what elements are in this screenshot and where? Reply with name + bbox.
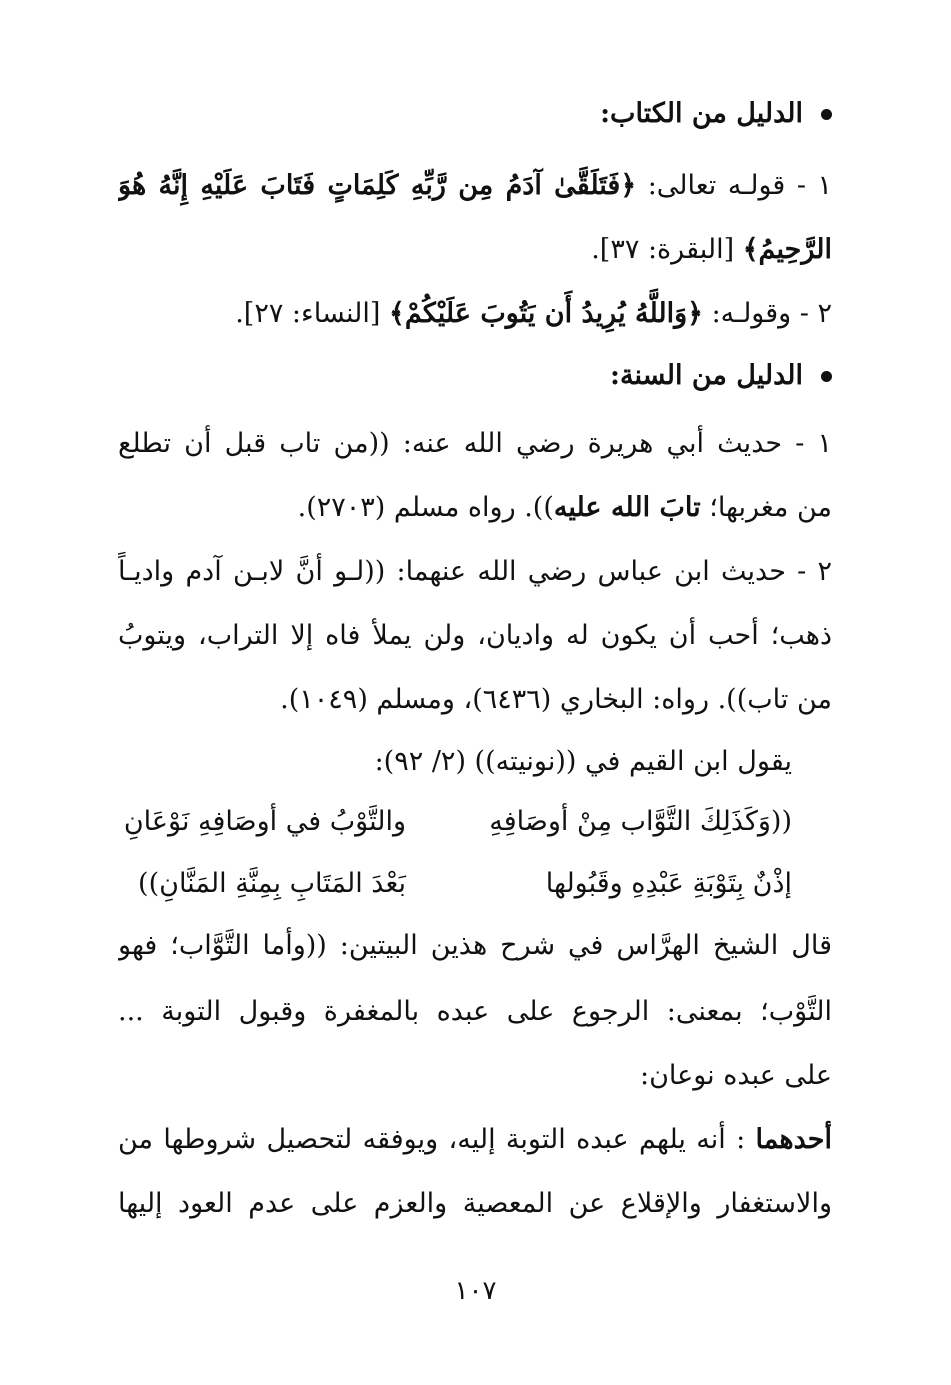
poem-verse-2 (118, 862, 832, 906)
poem-verse-1 (118, 800, 832, 844)
first-type-line-1: أحدهما : أنه يلهم عبده التوبة إليه، ويوفقه لتحصيل شروطها من (118, 1124, 832, 1155)
quran-reference: [النساء: ٢٧]. (235, 298, 390, 329)
poem-verse-1-first-half: ((وَكَذَلِكَ التَّوَّاب مِنْ أوصَافِهِ (489, 806, 792, 837)
hadith-2-line-2: ذهب؛ أحب أن يكون له واديان، ولن يملأ فاه إلا التراب، ويتوبُ (118, 620, 832, 651)
harras-line-1: قال الشيخ الهرَّاس في شرح هذين البيتين: ((وأما التَّوَّاب؛ فهو (118, 930, 832, 961)
first-type-line-2: والاستغفار والإقلاع عن المعصية والعزم على عدم العود إليها (118, 1188, 832, 1219)
quran-verse-text: الرَّحِيمُ﴾ (742, 234, 832, 265)
quran-verse-2: ٢ - وقولـه: ﴿وَاللَّهُ يُرِيدُ أَن يَتُوبَ عَلَيْكُمْ﴾ [النساء: ٢٧]. (235, 298, 832, 329)
hadith-1-line-1: ١ - حديث أبي هريرة رضي الله عنه: ((من تاب قبل أن تطلع (118, 428, 832, 459)
harras-line-2: التَّوْب؛ بمعنى: الرجوع على عبده بالمغفرة وقبول التوبة ... (118, 996, 832, 1027)
quran-verse-text: ﴿فَتَلَقَّىٰ آدَمُ مِن رَّبِّهِ كَلِمَاتٍ فَتَابَ عَلَيْهِ إِنَّهُ هُوَ (118, 170, 637, 201)
poem-verse-1-second-half: والتَّوْبُ في أوصَافِهِ نَوْعَانِ (123, 806, 406, 837)
harras-line-3: على عبده نوعان: (639, 1060, 832, 1091)
sunnah-evidence-heading: الدليل من السنة: (118, 354, 832, 398)
ibn-qayyim-intro: يقول ابن القيم في ((نونيته)) (٢/ ٩٢): (374, 746, 792, 777)
first-type-label: أحدهما (755, 1124, 832, 1155)
quran-reference: [البقرة: ٣٧]. (591, 234, 743, 265)
bullet-icon (821, 109, 832, 120)
poem-verse-2-first-half: إذْنٌ بِتَوْبَةِ عَبْدِهِ وقَبُولها (545, 868, 792, 899)
poem-verse-2-second-half: بَعْدَ المَتَابِ بِمِنَّةِ المَنَّانِ)) (138, 868, 406, 899)
quran-verse-text: ﴿وَاللَّهُ يُرِيدُ أَن يَتُوبَ عَلَيْكُمْ﴾ (389, 298, 703, 329)
hadith-1-line-2: من مغربها؛ تابَ الله عليه)). رواه مسلم (٢٧٠٣). (297, 492, 832, 523)
quran-verse-1-line-1: ١ - قولـه تعالى: ﴿فَتَلَقَّىٰ آدَمُ مِن رَّبِّهِ كَلِمَاتٍ فَتَابَ عَلَيْهِ إِنَّهُ هُوَ (118, 164, 832, 208)
quran-verse-1-line-2 (118, 228, 832, 272)
bullet-icon (821, 371, 832, 382)
hadith-2-line-3: من تاب)). رواه: البخاري (٦٤٣٦)، ومسلم (١٠٤٩). (280, 684, 832, 715)
quran-evidence-heading: الدليل من الكتاب: (118, 92, 832, 136)
page-number: ١٠٧ (454, 1276, 497, 1306)
hadith-2-line-1: ٢ - حديث ابن عباس رضي الله عنهما: ((لـو أنَّ لابـن آدم واديـاً (118, 556, 832, 587)
